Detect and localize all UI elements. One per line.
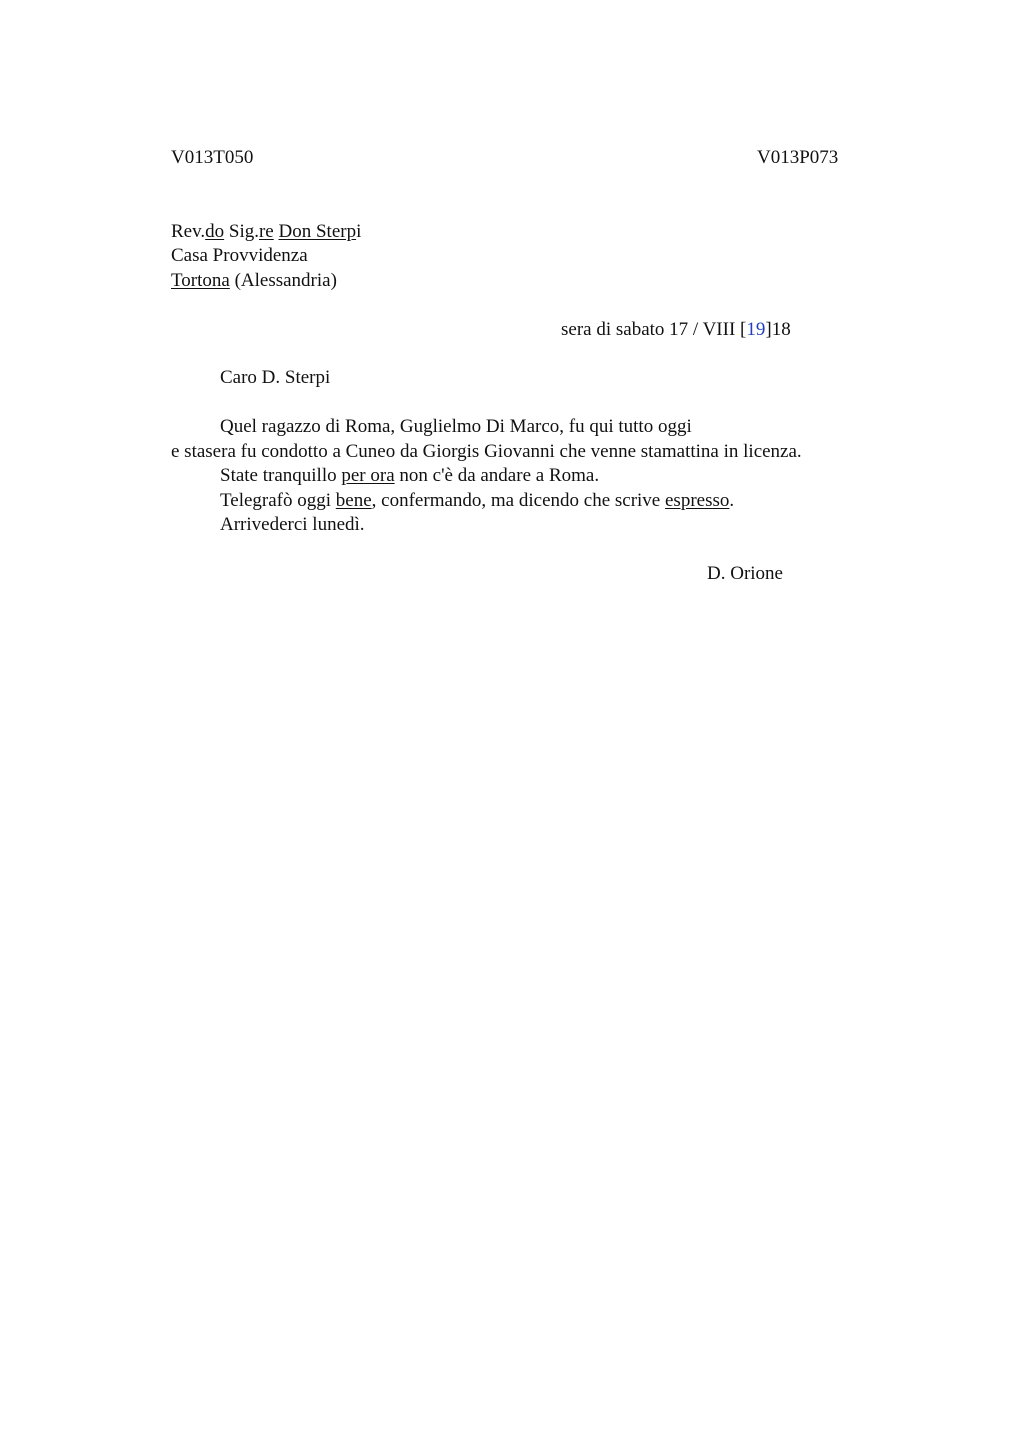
address-recipient [171,220,361,244]
body-line-3: State tranquillo per ora non c'è da andare a Roma. [220,465,600,486]
address-city [171,269,337,293]
body-line-4: Telegrafò oggi bene, confermando, ma dicendo che scrive espresso. [220,490,735,511]
address-rev-suffix: do [205,221,225,242]
body-line-1: Quel ragazzo di Roma, Guglielmo Di Marco, fu qui tutto oggi [220,416,692,437]
address-province: (Alessandria) [229,270,337,291]
signature: D. Orione [707,563,783,584]
address-sig-suffix: re [258,221,274,242]
address-city-name: Tortona [171,270,230,291]
document-code-right: V013P073 [757,147,839,168]
address-name: Don Sterp [278,221,357,242]
body-underlined-per-ora: per ora [341,465,395,486]
body-underlined-espresso: espresso [665,490,730,511]
letter-date: sera di sabato 17 / VIII [19]18 [561,319,791,340]
address-name-end: i [356,221,362,242]
address-rev: Rev. [171,221,206,242]
body-underlined-bene: bene [335,490,372,511]
document-code-left: V013T050 [171,147,254,168]
address-sig: Sig. [224,221,259,242]
body-line-2: e stasera fu condotto a Cuneo da Giorgis Giovanni che venne stamattina in licenza. [171,441,802,462]
body-line-5: Arrivederci lunedì. [220,514,365,535]
salutation: Caro D. Sterpi [220,367,331,388]
date-editorial-insert: 19 [746,319,766,340]
address-institution: Casa Provvidenza [171,245,308,266]
